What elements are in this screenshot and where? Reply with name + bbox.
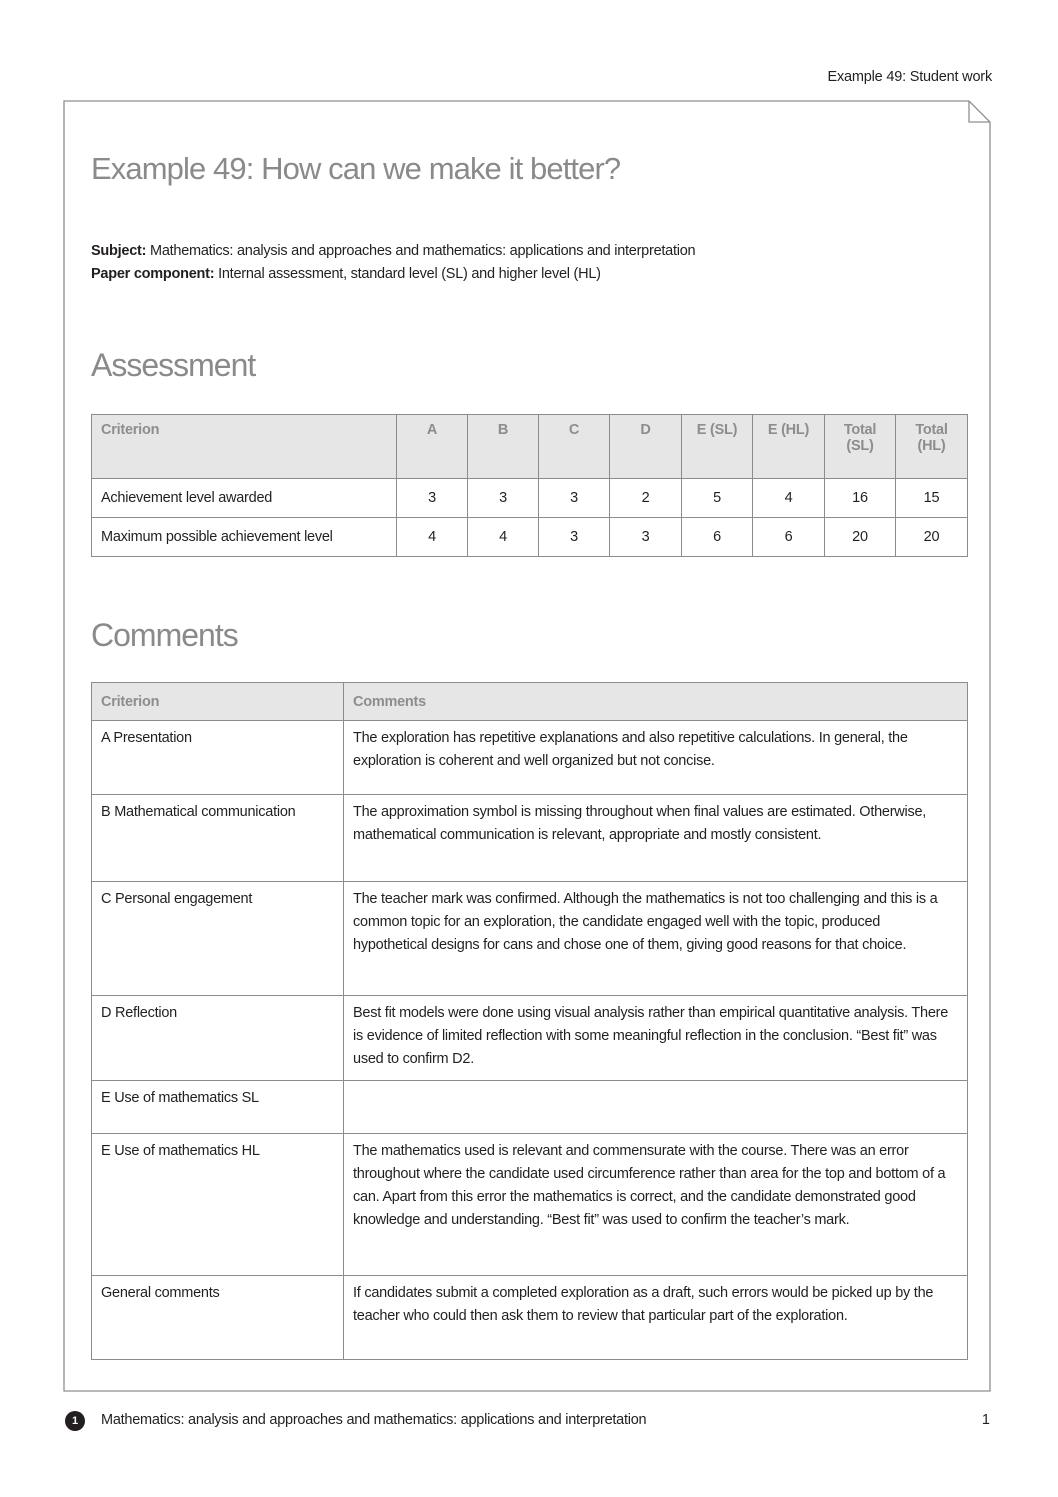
criterion-cell: E Use of mathematics SL — [92, 1081, 344, 1134]
cell-value: 20 — [825, 518, 896, 557]
page-number: 1 — [981, 1412, 990, 1428]
comment-cell: If candidates submit a completed exploration as a draft, such errors would be picked up by the teacher who could then ask them to review that particular part of the exploration. — [344, 1276, 968, 1360]
assessment-heading: Assessment — [91, 347, 256, 383]
col-header: D — [610, 415, 682, 479]
col-header: Comments — [344, 683, 968, 721]
cell-value: 15 — [896, 479, 968, 518]
criterion-cell: A Presentation — [92, 721, 344, 795]
cell-value: 16 — [825, 479, 896, 518]
cell-value: 6 — [682, 518, 753, 557]
col-header: Total (HL) — [896, 415, 968, 479]
cell-value: 4 — [397, 518, 468, 557]
criterion-cell: B Mathematical communication — [92, 795, 344, 882]
page-title: Example 49: How can we make it better? — [91, 151, 621, 186]
assessment-header-row — [92, 415, 968, 479]
cell-value: 5 — [682, 479, 753, 518]
cell-value: 20 — [896, 518, 968, 557]
col-header: Criterion — [92, 415, 397, 479]
comments-heading: Comments — [91, 617, 238, 653]
criterion-cell: D Reflection — [92, 996, 344, 1081]
cell-value: 3 — [610, 518, 682, 557]
comment-cell — [344, 1081, 968, 1134]
comment-cell: Best fit models were done using visual analysis rather than empirical quantitative analysis. There is evidence of limited reflection with some meaningful reflection in the conclusion. “Best fit” was used to confirm D2. — [344, 996, 968, 1081]
paper-component-value: Internal assessment, standard level (SL) and higher level (HL) — [218, 266, 601, 282]
assessment-table — [91, 414, 968, 557]
row-label: Achievement level awarded — [92, 479, 397, 518]
cell-value: 3 — [539, 518, 610, 557]
comment-cell: The teacher mark was confirmed. Although the mathematics is not too challenging and this is a common topic for an exploration, the candidate engaged well with the topic, produced hypothetical designs for cans and chose one of them, giving good reasons for that choice. — [344, 882, 968, 996]
row-label: Maximum possible achievement level — [92, 518, 397, 557]
col-header: Total (SL) — [825, 415, 896, 479]
paper-component-line — [91, 266, 601, 282]
table-row — [92, 1134, 968, 1276]
criterion-cell: General comments — [92, 1276, 344, 1360]
cell-value: 6 — [753, 518, 825, 557]
criterion-cell: C Personal engagement — [92, 882, 344, 996]
cell-value: 3 — [397, 479, 468, 518]
running-header: Example 49: Student work — [827, 69, 992, 85]
col-header: A — [397, 415, 468, 479]
table-row — [92, 518, 968, 557]
comments-table — [91, 682, 968, 1360]
table-row — [92, 795, 968, 882]
table-row — [92, 1081, 968, 1134]
footer-title: Mathematics: analysis and approaches and mathematics: applications and interpretation — [101, 1412, 647, 1428]
ib-logo-badge: 1 — [65, 1411, 85, 1431]
table-row — [92, 479, 968, 518]
col-header: E (HL) — [753, 415, 825, 479]
col-header: Criterion — [92, 683, 344, 721]
comment-cell: The exploration has repetitive explanations and also repetitive calculations. In general, the exploration is coherent and well organized but not concise. — [344, 721, 968, 795]
subject-line — [91, 243, 695, 259]
comment-cell: The approximation symbol is missing throughout when final values are estimated. Otherwise, mathematical communication is relevant, appropriate and mostly consistent. — [344, 795, 968, 882]
table-row — [92, 882, 968, 996]
table-row — [92, 721, 968, 795]
table-row — [92, 996, 968, 1081]
cell-value: 4 — [468, 518, 539, 557]
cell-value: 2 — [610, 479, 682, 518]
cell-value: 3 — [539, 479, 610, 518]
col-header: B — [468, 415, 539, 479]
comment-cell: The mathematics used is relevant and commensurate with the course. There was an error throughout where the candidate used circumference rather than area for the top and bottom of a can. Apart from this error the mathematics is correct, and the candidate demonstrated good knowledge and understanding. “Best fit” was used to confirm the teacher’s mark. — [344, 1134, 968, 1276]
subject-value: Mathematics: analysis and approaches and mathematics: applications and interpretation — [149, 243, 696, 259]
col-header: E (SL) — [682, 415, 753, 479]
table-row — [92, 1276, 968, 1360]
col-header: C — [539, 415, 610, 479]
cell-value: 3 — [468, 479, 539, 518]
paper-component-label: Paper component: — [91, 266, 215, 282]
criterion-cell: E Use of mathematics HL — [92, 1134, 344, 1276]
cell-value: 4 — [753, 479, 825, 518]
comments-header-row — [92, 683, 968, 721]
subject-label: Subject: — [91, 243, 147, 259]
